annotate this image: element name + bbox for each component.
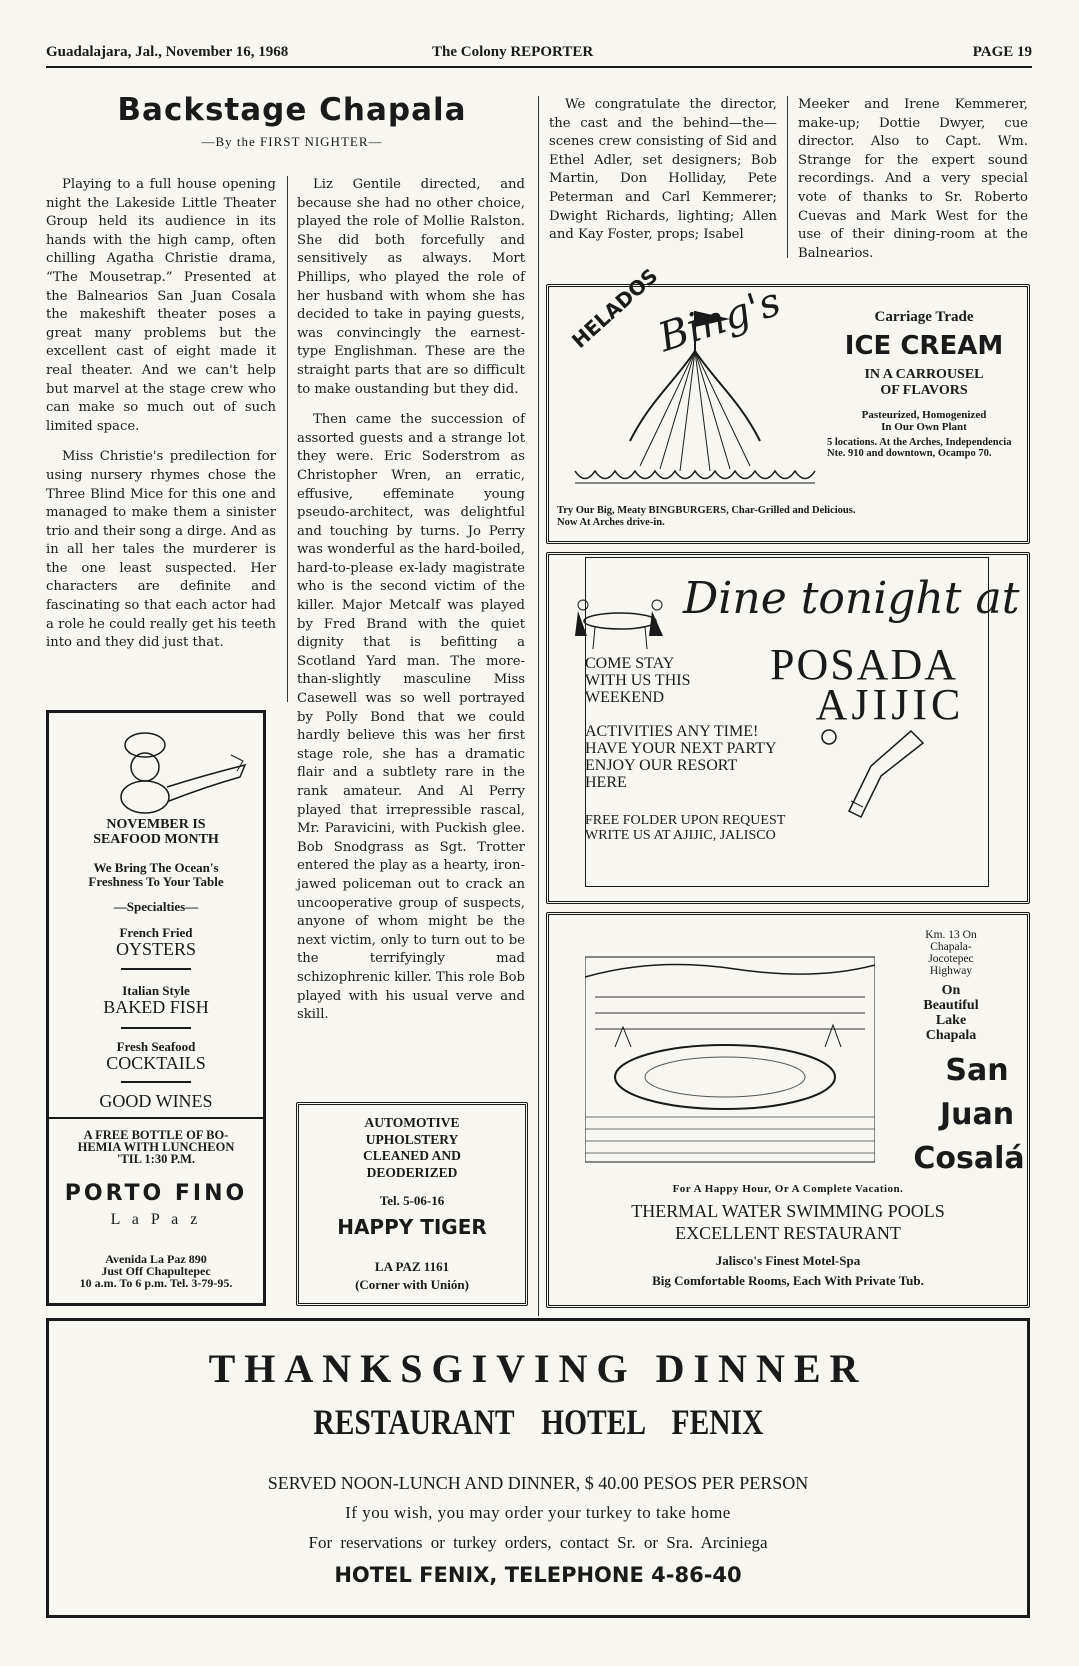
paragraph: Liz Gentile directed, and because she had no other choice, played the role of Mollie Ralston. She did both forcefully and sensitively as always. Mort Phillips, who played the role of her husband with whom she has decided to take in paying guests, was convincingly the earnest-type Englishman. These are the straight parts that are so difficult to make oustanding but they did. [297,177,525,397]
paragraph: Miss Christie's predilection for using nursery rhymes chose the Three Blind Mice for this one and managed to make them a sinister trio and their song a dirge. And as in all her tales the murderer is the one least suspected. Her characters are definite and fascinating so that each actor had a role he could really get his teeth into and they did just that. [46,449,277,651]
article-title: Backstage Chapala [117,92,467,128]
tiger-address-2: (Corner with Unión) [355,1277,469,1292]
rooms-line: Big Comfortable Rooms, Each With Private Tub. [652,1273,924,1288]
tiger-line: AUTOMOTIVE [364,1115,460,1130]
come-stay [585,655,690,706]
free-line: HEMIA WITH LUNCHEON [77,1140,235,1154]
item-2-label: Italian Style [122,983,190,998]
free-folder [585,813,785,843]
article-column-4 [798,96,1028,275]
helados-arc-text: HELADOS [567,263,663,353]
lake-line: Chapala [925,1028,977,1043]
pasteurized-line-1: Pasteurized, Homogenized [861,409,987,421]
ad-happy-tiger [296,1102,528,1306]
item-1-label: French Fried [119,925,193,940]
newspaper-name: The Colony REPORTER [432,44,594,60]
dine-tonight-script: Dine tonight at [683,573,1020,624]
resort-illustration [585,937,875,1165]
column-divider [287,176,288,702]
carriage-trade: Carriage Trade [874,309,974,325]
ad-helados-bings [546,263,1030,544]
article-byline: —By the FIRST NIGHTER— [201,134,383,149]
item-3-label: Fresh Seafood [116,1039,196,1054]
tiger-address-1: LA PAZ 1161 [374,1259,450,1274]
seafood-month [49,817,263,847]
ad-porto-fino [46,710,266,1306]
divider [49,1117,263,1119]
free-line: A FREE BOTTLE OF BO- [83,1128,229,1142]
activities-line: ENJOY OUR RESORT [585,757,738,774]
name-line: Juan [939,1097,1015,1132]
diver-illustration [811,721,941,831]
bring-line: We Bring The Ocean's [93,860,219,875]
ad-hotel-fenix [46,1318,1030,1618]
posada-name: POSADA [769,640,959,689]
porto-fino-name: PORTO FINO [64,1181,248,1206]
folder-line: FREE FOLDER UPON REQUEST [585,813,786,828]
come-line: WITH US THIS [585,672,691,689]
name-line: Cosalá [913,1141,1025,1176]
la-paz: L a P a z [110,1211,202,1228]
month-line: NOVEMBER IS [106,817,206,832]
divider [121,1027,191,1029]
divider [121,968,191,970]
ad-san-juan-cosala [546,912,1030,1308]
ajijic-name: AJIJIC [815,680,965,729]
paragraph: Then came the succession of assorted guests and a strange lot they were. Eric Soderstrom as Christopher Wren, an erratic, effusive, effeminate young pseudo-architect, was delightful and touching by turns. Jo Perry was wonderful as the hard-boiled, hard-to-please ex-lady magistrate who is the second victim of the killer. Major Metcalf was played by Fred Brand with the quiet dignity that is befitting a Scotland Yard man. The more-than-slightly masculine Miss Casewell was so well portrayed by Polly Bond that we could hardly believe this was her first stage role, she has a dramatic flair and a subtlety rare in the rank amateur. And Al Perry played that irrepressible rascal, Mr. Paravicini, with Puckish glee. Bob Snodgrass as Sgt. Trotter entered the play as a hearty, iron-jawed policeman out to crack an uncooperative group of suspects, anyone of whom might be the next victim, only to turn out to be the terrifyingly mad schizophrenic killer. This role Bob played with his usual verve and skill. [297,412,525,1023]
ad-posada-ajijic [546,552,1030,904]
tiger-line: UPHOLSTERY [365,1131,459,1147]
header-rule [46,66,1032,68]
km-line: Chapala- [930,941,972,953]
specialties-heading: —Specialties— [113,899,199,914]
bring-line: Freshness To Your Table [88,874,224,889]
name-line: San [945,1053,1009,1088]
thanksgiving-title: THANKSGIVING DINNER [208,1346,868,1391]
column-divider [538,96,539,1316]
item-3-name: COCKTAILS [106,1053,206,1073]
carrousel-line-1: IN A CARROUSEL [864,367,984,382]
item-1-name: OYSTERS [115,939,196,959]
article-column-1 [46,176,276,665]
excellent-restaurant: EXCELLENT RESTAURANT [675,1223,901,1243]
bings-script-logo: Bing's [652,278,787,362]
column-divider [787,96,788,258]
divider [121,1081,191,1083]
thermal-pools: THERMAL WATER SWIMMING POOLS [631,1201,945,1221]
km-line: Highway [929,965,973,977]
activities-line: HERE [585,774,627,791]
lake-line: Beautiful [923,998,979,1013]
carrousel-line-2: OF FLAVORS [880,383,968,398]
tiger-line: CLEANED AND [363,1148,461,1163]
article-column-2 [297,176,525,1037]
upholstery-lines [299,1115,525,1181]
oceans-freshness [49,861,263,889]
paragraph: We congratulate the director, the cast and the behind—the—scenes crew consisting of Sid and Ethel Adler, set designers; Bob Martin, Don Holliday, Pete Peterman and Carl Kemmerer; Dwight Richards, lighting; Allen and Kay Foster, props; Isabel [549,97,777,243]
bingburgers-line: Try Our Big, Meaty BINGBURGERS, Char-Grilled and Delicious. [557,505,856,516]
fenix-telephone: HOTEL FENIX, TELEPHONE 4-86-40 [334,1563,742,1587]
lake-line: Lake [935,1013,967,1028]
article-column-3 [549,96,777,257]
chef-illustration [105,725,255,815]
diners-illustration [565,591,675,651]
come-line: COME STAY [585,655,675,672]
page-number: PAGE 19 [972,44,1032,60]
item-2-name: BAKED FISH [103,997,209,1017]
take-home-line: If you wish, you may order your turkey to take home [345,1503,731,1522]
locations: 5 locations. At the Arches, Independencia Nte. 910 and downtown, Ocampo 70. [827,437,1012,459]
reservations-line: For reservations or turkey orders, contact Sr. or Sra. Arciniega [308,1533,768,1552]
restaurant-hotel-fenix [49,1401,1027,1443]
ice-cream-headline: ICE CREAM [844,331,1004,361]
tiger-line: DEODERIZED [366,1164,458,1180]
activities [585,723,777,791]
km-line: Jocotepec [928,953,974,965]
pasteurized-line-2: In Our Own Plant [881,421,967,433]
free-line: 'TIL 1:30 P.M. [116,1152,196,1166]
tiger-telephone: Tel. 5-06-16 [379,1193,445,1208]
free-bottle [49,1129,263,1165]
happy-tiger-name: HAPPY TIGER [337,1215,487,1239]
paragraph: Meeker and Irene Kemmerer, make-up; Dottie Dwyer, cue director. Also to Capt. Wm. Strange for the expert sound recordings. And a very special vote of thanks to Sr. Roberto Cuevas and Mark West for the use of their dining-room at the Balnearios. [798,97,1028,261]
km-line: Km. 13 On [925,929,977,941]
km-location [881,929,1021,977]
san-juan-cosala-name [869,1049,1029,1181]
happy-hour-tagline: For A Happy Hour, Or A Complete Vacation. [672,1183,904,1195]
served-line: SERVED NOON-LUNCH AND DINNER, $ 40.00 PESOS PER PERSON [267,1473,809,1493]
lake-line: On [941,983,961,998]
dateline: Guadalajara, Jal., November 16, 1968 [46,44,289,60]
address-line: Just Off Chapultepec [101,1264,211,1278]
good-wines: GOOD WINES [99,1091,213,1111]
come-line: WEEKEND [585,689,665,706]
drive-in-line: Now At Arches drive-in. [557,517,665,528]
fenix-name: RESTAURANT HOTEL FENIX [312,1402,763,1442]
activities-line: HAVE YOUR NEXT PARTY [585,740,777,757]
address-line: 10 a.m. To 6 p.m. Tel. 3-79-95. [79,1276,233,1290]
motel-spa: Jalisco's Finest Motel-Spa [715,1253,861,1268]
beautiful-lake [881,983,1021,1043]
folder-line: WRITE US AT AJIJIC, JALISCO [585,828,776,843]
activities-line: ACTIVITIES ANY TIME! [585,723,759,740]
porto-fino-address [49,1253,263,1289]
month-line: SEAFOOD MONTH [93,832,219,847]
paragraph: Playing to a full house opening night the Lakeside Little Theater Group held its audience in its hands with the high camp, often chilling Agatha Christie drama, “The Mousetrap.” Presented at the Balnearios San Juan Cosala the makeshift theater poses a great many problems but the excellent cast of eight made it real theater. And we can't help but marvel at the stage crew who can make so much out of such limited space. [46,177,276,434]
address-line: Avenida La Paz 890 [105,1252,207,1266]
page-header [46,44,1032,66]
